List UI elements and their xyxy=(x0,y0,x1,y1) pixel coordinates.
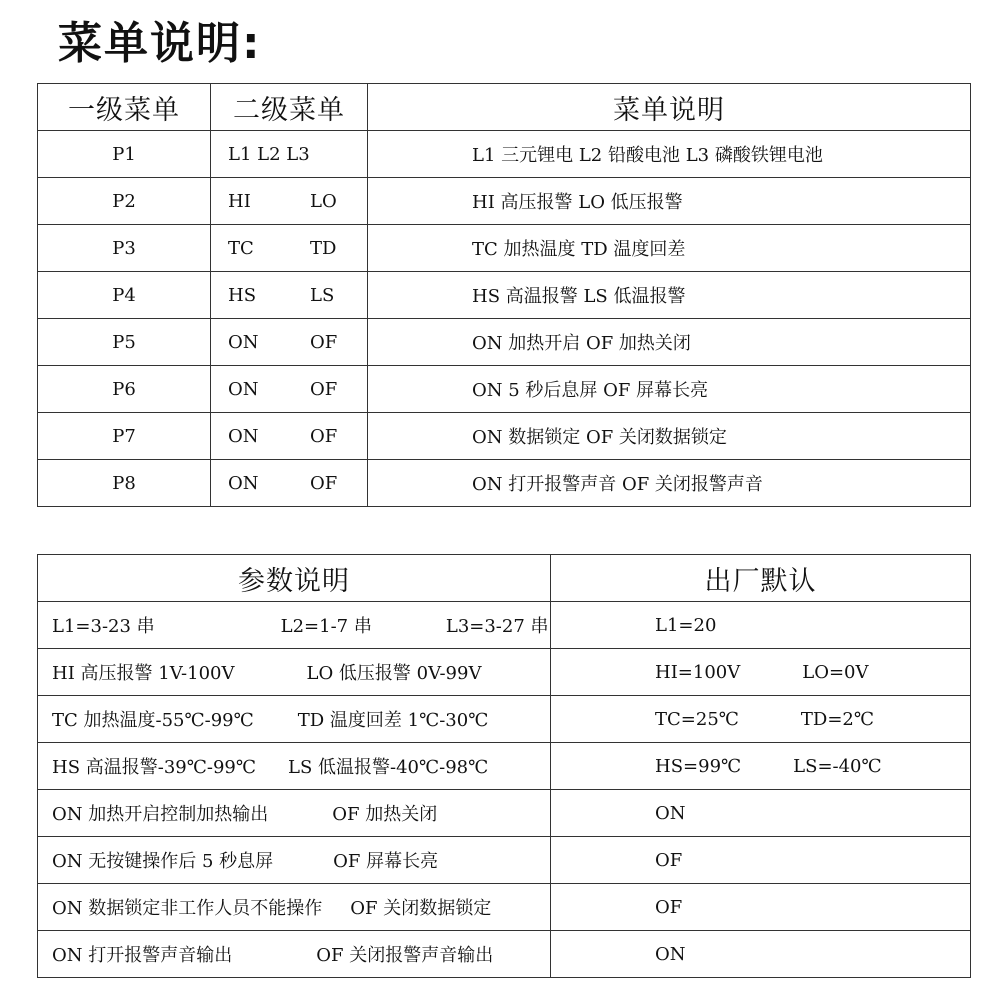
menu-level2-option-b: OF xyxy=(310,425,338,447)
param-default-cell xyxy=(551,931,971,978)
menu-table-row xyxy=(38,366,971,413)
menu-level2-cell xyxy=(211,319,368,366)
menu-level2-option-b: OF xyxy=(310,472,338,494)
param-header-description: 参数说明 xyxy=(38,555,551,602)
menu-level2-cell xyxy=(211,460,368,507)
menu-level2-cell xyxy=(211,225,368,272)
menu-table-body xyxy=(38,131,971,507)
param-default-a: HS=99℃ xyxy=(655,755,742,777)
menu-level1-cell: P2 xyxy=(38,178,211,225)
param-default-a: ON xyxy=(655,943,686,965)
param-default-a: ON xyxy=(655,802,686,824)
param-text-a: L1=3-23 串 xyxy=(52,616,155,637)
menu-level2-cell xyxy=(211,178,368,225)
menu-level1-cell: P8 xyxy=(38,460,211,507)
menu-table-row xyxy=(38,178,971,225)
param-description-cell xyxy=(38,837,551,884)
menu-level2-option-a: ON xyxy=(228,425,259,447)
menu-level1-cell: P3 xyxy=(38,225,211,272)
menu-header-level1: 一级菜单 xyxy=(38,84,211,131)
menu-description-cell: ON 加热开启 OF 加热关闭 xyxy=(368,319,971,366)
param-text-b: TD 温度回差 1℃-30℃ xyxy=(297,710,489,731)
param-default-a: TC=25℃ xyxy=(655,708,739,730)
menu-level1-cell: P1 xyxy=(38,131,211,178)
param-text-a: ON 无按键操作后 5 秒息屏 xyxy=(52,851,274,872)
menu-header-level2: 二级菜单 xyxy=(211,84,368,131)
param-text-b: LO 低压报警 0V-99V xyxy=(306,663,482,684)
param-description-cell xyxy=(38,931,551,978)
menu-level2-option-b: LS xyxy=(310,284,335,306)
menu-level2-option-a: L1 L2 L3 xyxy=(228,143,310,165)
param-default-a: HI=100V xyxy=(655,661,741,683)
menu-level1-cell: P5 xyxy=(38,319,211,366)
menu-level2-cell xyxy=(211,366,368,413)
param-text-a: ON 数据锁定非工作人员不能操作 xyxy=(52,898,323,919)
menu-level2-option-a: HS xyxy=(228,284,257,306)
menu-table xyxy=(37,83,971,507)
menu-header-description: 菜单说明 xyxy=(368,84,971,131)
menu-description-cell: HS 高温报警 LS 低温报警 xyxy=(368,272,971,319)
param-default-cell xyxy=(551,602,971,649)
param-table-row xyxy=(38,931,971,978)
param-table-row xyxy=(38,602,971,649)
param-default-b: TD=2℃ xyxy=(800,708,875,730)
menu-table-row xyxy=(38,460,971,507)
menu-level2-option-b: OF xyxy=(310,331,338,353)
param-header-default: 出厂默认 xyxy=(551,555,971,602)
menu-description-cell: ON 打开报警声音 OF 关闭报警声音 xyxy=(368,460,971,507)
param-default-cell xyxy=(551,696,971,743)
menu-table-row xyxy=(38,413,971,460)
param-text-b: OF 加热关闭 xyxy=(332,804,438,825)
menu-level2-cell xyxy=(211,413,368,460)
param-table-row xyxy=(38,837,971,884)
param-default-cell xyxy=(551,790,971,837)
param-text-b: OF 关闭数据锁定 xyxy=(350,898,492,919)
param-default-cell xyxy=(551,743,971,790)
param-text-a: ON 打开报警声音输出 xyxy=(52,945,233,966)
param-text-a: TC 加热温度-55℃-99℃ xyxy=(52,710,254,731)
menu-level2-option-b: LO xyxy=(310,190,337,212)
menu-level2-cell xyxy=(211,131,368,178)
param-table-row xyxy=(38,743,971,790)
param-text-a: ON 加热开启控制加热输出 xyxy=(52,804,269,825)
param-text-b: OF 关闭报警声音输出 xyxy=(316,945,494,966)
param-default-b: LO=0V xyxy=(802,661,869,683)
param-table-row xyxy=(38,790,971,837)
menu-level2-option-a: ON xyxy=(228,331,259,353)
param-text-c: L3=3-27 串 xyxy=(445,616,549,637)
page-title: 菜单说明: xyxy=(58,18,262,69)
param-default-a: OF xyxy=(655,896,683,918)
param-table-row xyxy=(38,649,971,696)
param-table-body xyxy=(38,602,971,978)
menu-level1-cell: P7 xyxy=(38,413,211,460)
menu-level2-option-b: OF xyxy=(310,378,338,400)
param-description-cell xyxy=(38,743,551,790)
param-text-b: LS 低温报警-40℃-98℃ xyxy=(288,757,489,778)
menu-description-cell: ON 数据锁定 OF 关闭数据锁定 xyxy=(368,413,971,460)
param-default-b: LS=-40℃ xyxy=(793,755,882,777)
menu-table-row xyxy=(38,131,971,178)
param-default-cell xyxy=(551,884,971,931)
menu-level1-cell: P4 xyxy=(38,272,211,319)
param-text-a: HI 高压报警 1V-100V xyxy=(52,663,235,684)
param-default-a: OF xyxy=(655,849,683,871)
menu-level2-cell xyxy=(211,272,368,319)
param-default-cell xyxy=(551,837,971,884)
param-text-b: L2=1-7 串 xyxy=(280,616,372,637)
param-description-cell xyxy=(38,696,551,743)
param-default-cell xyxy=(551,649,971,696)
menu-level1-cell: P6 xyxy=(38,366,211,413)
menu-description-cell: ON 5 秒后息屏 OF 屏幕长亮 xyxy=(368,366,971,413)
menu-level2-option-a: HI xyxy=(228,190,251,212)
param-text-b: OF 屏幕长亮 xyxy=(333,851,439,872)
menu-level2-option-b: TD xyxy=(310,237,337,259)
param-table-header-row xyxy=(38,555,971,602)
menu-description-cell: TC 加热温度 TD 温度回差 xyxy=(368,225,971,272)
menu-table-header-row xyxy=(38,84,971,131)
param-table-row xyxy=(38,884,971,931)
param-table-row xyxy=(38,696,971,743)
param-description-cell xyxy=(38,790,551,837)
param-default-a: L1=20 xyxy=(655,614,717,636)
menu-description-cell: L1 三元锂电 L2 铅酸电池 L3 磷酸铁锂电池 xyxy=(368,131,971,178)
menu-level2-option-a: TC xyxy=(228,237,254,259)
param-text-a: HS 高温报警-39℃-99℃ xyxy=(52,757,256,778)
menu-table-row xyxy=(38,319,971,366)
menu-table-row xyxy=(38,225,971,272)
param-description-cell xyxy=(38,602,551,649)
menu-level2-option-a: ON xyxy=(228,472,259,494)
param-description-cell xyxy=(38,884,551,931)
menu-table-row xyxy=(38,272,971,319)
menu-level2-option-a: ON xyxy=(228,378,259,400)
param-table xyxy=(37,554,971,978)
menu-description-cell: HI 高压报警 LO 低压报警 xyxy=(368,178,971,225)
param-description-cell xyxy=(38,649,551,696)
